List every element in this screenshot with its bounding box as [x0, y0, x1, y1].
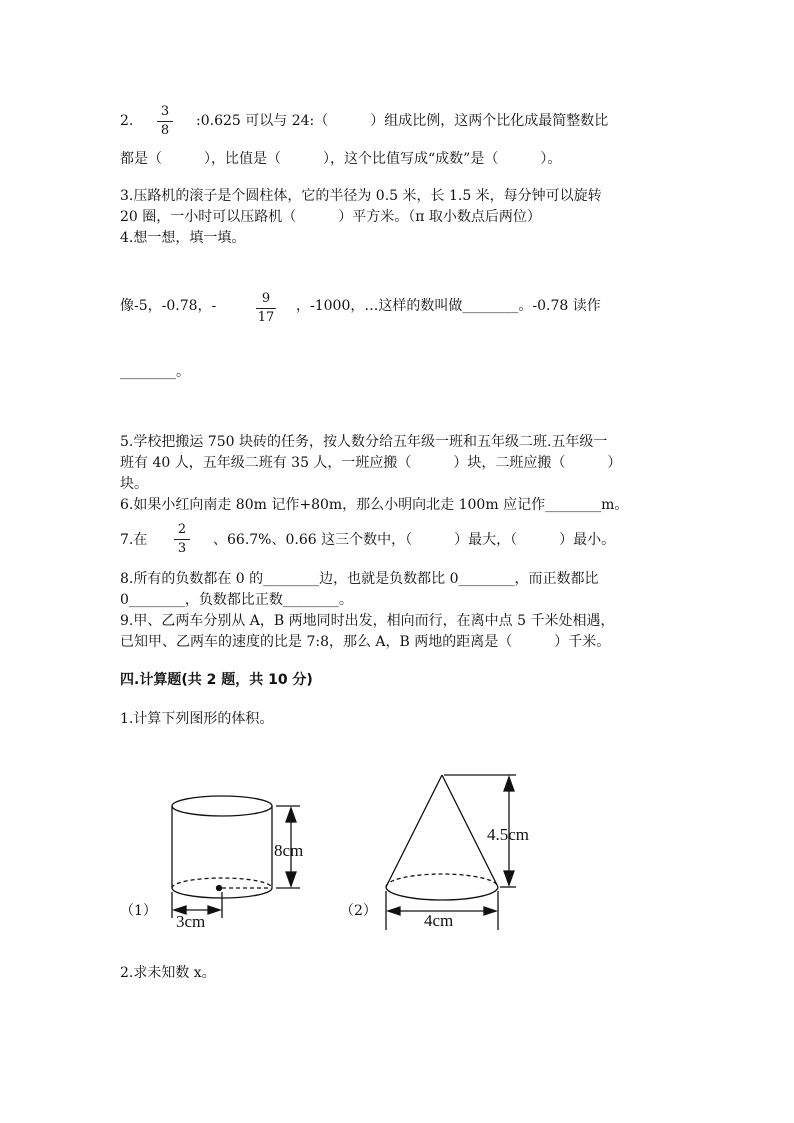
- cylinder-bottom-back: [172, 878, 272, 888]
- q6-line1: 6.如果小红向南走 80m 记作+80m，那么小明向北走 100m 应记作________m。: [120, 497, 629, 513]
- cone-label: （2）: [340, 903, 377, 919]
- q4-line2: ________。: [120, 364, 190, 380]
- q4-part2: ，-1000，…这样的数叫做________。-0.78 读作: [296, 298, 601, 314]
- q8-line2: 0________，负数都比正数________。: [120, 592, 353, 608]
- q2-number: 2.: [120, 113, 134, 129]
- cone-height-arrowhead-up: [504, 777, 514, 791]
- q5-line3: 块。: [120, 476, 148, 492]
- section4-q1: 1.计算下列图形的体积。: [120, 711, 274, 727]
- cylinder-width-arrowhead-right: [208, 906, 220, 914]
- cylinder-center-dot: [217, 886, 222, 891]
- cone-base-back: [386, 874, 498, 887]
- cone-height-label: 4.5cm: [487, 825, 530, 844]
- q2-line2: 都是（ ），比值是（ ），这个比值写成“成数”是（ ）。: [120, 151, 562, 167]
- cone-left-side: [386, 775, 442, 887]
- q7-part1: 7.在: [120, 532, 148, 548]
- cylinder-height-label: 8cm: [274, 841, 304, 860]
- q7-frac-num: 2: [177, 522, 187, 537]
- q9-line2: 已知甲、乙两车的速度的比是 7:8，那么 A，B 两地的距离是（ ）千米。: [120, 634, 611, 650]
- cylinder-height-arrowhead-down: [286, 872, 296, 886]
- q2-frac-den: 8: [160, 123, 170, 138]
- q4-frac-num: 9: [261, 291, 271, 306]
- q3-line2: 20 圈，一小时可以压路机（ ）平方米。（π 取小数点后两位）: [120, 209, 541, 225]
- q5-line2: 班有 40 人，五年级二班有 35 人，一班应搬（ ）块，二班应搬（ ）: [120, 455, 622, 471]
- cylinder-height-arrowhead-up: [286, 808, 296, 822]
- q9-line1: 9.甲、乙两车分别从 A，B 两地同时出发，相向而行，在离中点 5 千米处相遇，: [120, 613, 615, 629]
- section4-q2: 2.求未知数 x。: [120, 965, 216, 981]
- q2-line1-rest: :0.625 可以与 24:（ ）组成比例，这两个比化成最简整数比: [196, 113, 609, 129]
- cone-width-arrowhead-left: [388, 907, 400, 915]
- section4-heading: 四.计算题(共 2 题，共 10 分): [120, 672, 313, 688]
- cylinder-label: （1）: [120, 903, 157, 919]
- cylinder-diameter-label: 3cm: [176, 912, 206, 931]
- cylinder-top-ellipse: [172, 796, 272, 816]
- cone-diameter-label: 4cm: [424, 911, 454, 930]
- q2-frac-num: 3: [160, 104, 170, 119]
- q4-title: 4.想一想，填一填。: [120, 230, 246, 246]
- q3-line1: 3.压路机的滚子是个圆柱体，它的半径为 0.5 米，长 1.5 米，每分钟可以旋转: [120, 188, 602, 204]
- cone-figure: [386, 775, 516, 930]
- q7-frac-den: 3: [177, 541, 187, 556]
- q8-line1: 8.所有的负数都在 0 的________边，也就是负数都比 0________，而正数都比: [120, 571, 599, 587]
- cone-height-arrowhead-down: [504, 871, 514, 885]
- q7-part2: 、66.7%、0.66 这三个数中，（ ）最大，（ ）最小。: [213, 532, 616, 548]
- cone-width-arrowhead-right: [484, 907, 496, 915]
- q5-line1: 5.学校把搬运 750 块砖的任务，按人数分给五年级一班和五年级二班.五年级一: [120, 434, 608, 450]
- q4-frac-den: 17: [257, 310, 275, 325]
- cone-base-front: [386, 887, 498, 900]
- q4-part1: 像-5，-0.78，-: [120, 298, 217, 314]
